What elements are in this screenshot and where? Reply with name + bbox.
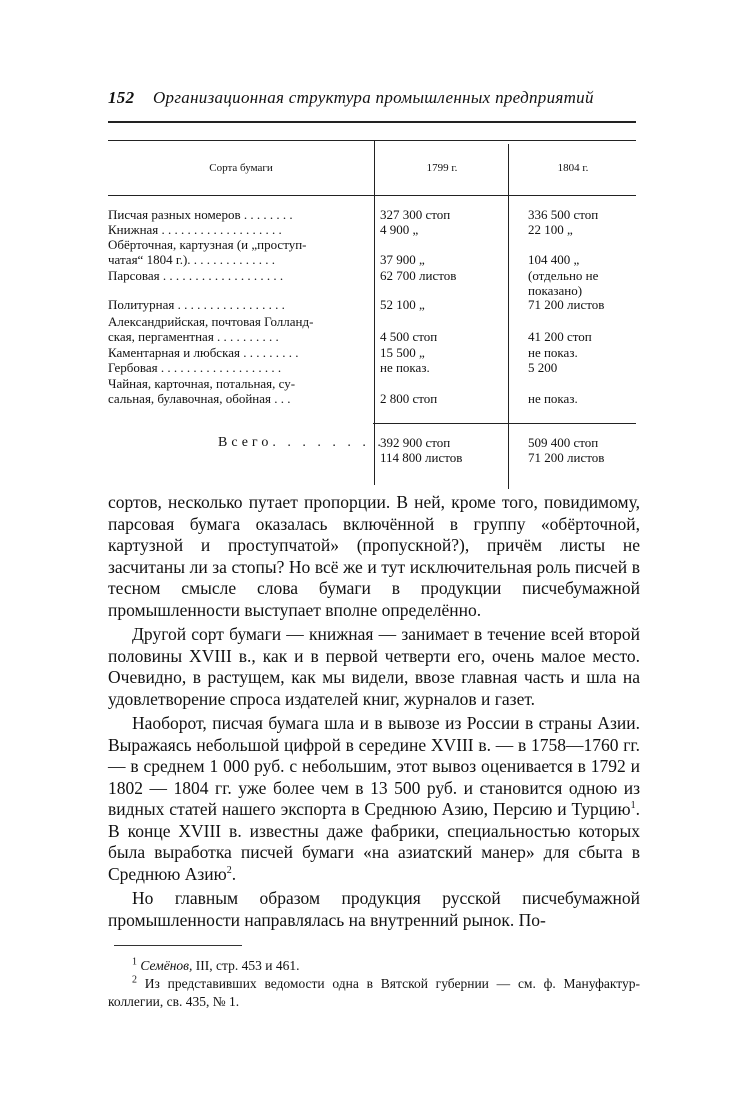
paper-grade-name <box>108 222 372 237</box>
footnotes <box>108 957 640 1011</box>
table-column-rule-1 <box>374 140 375 485</box>
footnote-text: III, стр. 453 и 461. <box>192 958 300 973</box>
footnote-mark: 2 <box>132 974 137 986</box>
value-1804 <box>528 314 592 344</box>
value-1799-line: не показ. <box>380 360 430 375</box>
value-1804 <box>528 222 573 237</box>
footnote-text: Из представивших ведомости одна в Вятской губернии — см. ф. Мануфактур-коллегии, св. 435, № 1. <box>108 976 640 1009</box>
value-1804 <box>528 360 557 375</box>
paper-grade-name <box>108 360 372 375</box>
value-1804-line: 336 500 стоп <box>528 207 599 222</box>
value-1799 <box>380 314 437 344</box>
value-1799 <box>380 360 430 375</box>
value-1804-line: 5 200 <box>528 360 558 375</box>
value-1799 <box>380 237 425 267</box>
paragraph <box>108 713 640 885</box>
footnote <box>108 975 640 1011</box>
value-1804-line <box>528 237 579 252</box>
value-1799-line: 4 900 „ <box>380 222 419 237</box>
value-1799-line: 4 500 стоп <box>380 329 438 344</box>
value-1804-line: не показ. <box>528 391 578 406</box>
paper-grade-line: Александрийская, почтовая Голланд- <box>108 314 314 329</box>
total-label: Всего. . . . . . . . <box>218 435 385 450</box>
value-1804 <box>528 345 578 360</box>
paper-grade-name <box>108 237 372 267</box>
running-header <box>108 88 636 108</box>
value-1799 <box>380 345 425 360</box>
paper-grade-line: Книжная . . . . . . . . . . . . . . . . . . . <box>108 222 282 237</box>
value-1799 <box>380 222 418 237</box>
value-1804-line: 104 400 „ <box>528 252 580 267</box>
value-1799 <box>380 207 450 222</box>
paper-grade-line: Обёрточная, картузная (и „проступ- <box>108 237 307 252</box>
paper-grade-name <box>108 297 372 312</box>
paper-grade-line: ская, пергаментная . . . . . . . . . . <box>108 329 279 344</box>
total-1799-line: 392 900 стоп <box>380 435 451 450</box>
paper-grade-line: сальная, булавочная, обойная . . . <box>108 391 291 406</box>
footnote-mark: 1 <box>132 956 137 968</box>
paper-grade-line: чатая“ 1804 г.). . . . . . . . . . . . . . <box>108 252 276 267</box>
value-1799-line: 327 300 стоп <box>380 207 451 222</box>
footnote-rule <box>114 945 242 946</box>
paragraph: Но главным образом продукция русской писчебумажной промышленности направлялась на внутренний рынок. По- <box>108 888 640 930</box>
value-1799-line: 52 100 „ <box>380 297 425 312</box>
value-1804-line: (отдельно не <box>528 268 599 283</box>
value-1799-line <box>380 314 437 329</box>
footnote-ref: 1 <box>630 800 636 812</box>
paper-grade-line: Каментарная и любская . . . . . . . . . <box>108 345 299 360</box>
paper-grade-line: Гербовая . . . . . . . . . . . . . . . . . . . <box>108 360 282 375</box>
value-1799 <box>380 376 437 406</box>
paper-grade-name <box>108 314 372 344</box>
value-1799 <box>380 268 456 283</box>
value-1804-line: не показ. <box>528 345 578 360</box>
paper-grades-table <box>108 140 636 488</box>
paper-grade-line: Политурная . . . . . . . . . . . . . . . . . <box>108 297 285 312</box>
value-1799 <box>380 297 425 312</box>
paragraph: сортов, несколько путает пропорции. В ней, кроме того, повидимому, парсовая бумага оказалась включённой в группу «обёрточной, картузной и проступчатой» (пропускной?), причём листы не засчитаны ли за стопы? Но всё же и тут исключительная роль писчей в тесном смысле слова бумаги в продукции писчебумажной промышленности выступает вполне определённо. <box>108 492 640 620</box>
value-1804 <box>528 237 579 267</box>
paper-grade-name <box>108 376 372 406</box>
paragraph-text: Наоборот, писчая бумага шла и в вывозе из России в страны Азии. Выражаясь небольшой цифрой в середине XVIII в. — в 1758—1760 гг. — в среднем 1 000 руб. с небольшим, этот вывоз оценивается в 1792 и 1802 — 1804 гг. уже более чем в 13 500 руб. и становится одною из видных статей нашего экспорта в Среднюю Азию, Персию и Турцию <box>108 713 640 819</box>
value-1799-line <box>380 376 437 391</box>
value-1804-line <box>528 376 578 391</box>
value-1804 <box>528 297 604 312</box>
total-1799-line: 114 800 листов <box>380 450 463 465</box>
paragraph-text: . <box>231 863 237 884</box>
running-title: Организационная структура промышленных предприятий <box>152 88 594 107</box>
value-1804-line <box>528 314 592 329</box>
paper-grade-name <box>108 268 372 283</box>
value-1804-line: 41 200 стоп <box>528 329 592 344</box>
paragraph: Другой сорт бумаги — книжная — занимает в течение всей второй половины XVIII в., как и в первой четверти его, очень малое место. Очевидно, в растущем, как мы видели, ввозе главная часть и шла на удовлетворение спроса издателей книг, журналов и газет. <box>108 624 640 709</box>
total-1804 <box>528 435 604 465</box>
footnote-author: Семёнов, <box>140 958 193 973</box>
footnote-ref: 2 <box>226 864 232 876</box>
column-header-1799: 1799 г. <box>426 162 458 174</box>
value-1804-line: 71 200 листов <box>528 297 605 312</box>
page-number: 152 <box>108 88 135 107</box>
value-1799-line: 62 700 листов <box>380 268 457 283</box>
value-1799-line <box>380 237 425 252</box>
total-1804-line: 71 200 листов <box>528 450 605 465</box>
header-rule <box>108 121 636 123</box>
table-total-rule <box>373 423 636 424</box>
value-1804 <box>528 207 598 222</box>
column-header-1804: 1804 г. <box>557 162 589 174</box>
paper-grade-line: Чайная, карточная, потальная, су- <box>108 376 296 391</box>
value-1799-line: 2 800 стоп <box>380 391 438 406</box>
paper-grade-line: Парсовая . . . . . . . . . . . . . . . . . . . <box>108 268 284 283</box>
body-text <box>108 492 640 931</box>
table-top-rule <box>108 140 636 141</box>
paragraph-text: . В конце XVIII в. известны даже фабрики, специальностью которых была выработка писчей бумаги «на азиатский манер» для сбыта в Среднюю Азию <box>108 799 640 884</box>
value-1799-line: 15 500 „ <box>380 345 425 360</box>
paper-grade-name <box>108 207 372 222</box>
table-header-rule <box>108 195 636 196</box>
column-header-grade: Сорта бумаги <box>209 162 273 174</box>
paper-grade-line: Писчая разных номеров . . . . . . . . <box>108 207 293 222</box>
value-1804 <box>528 376 578 406</box>
value-1804-line: показано) <box>528 283 583 298</box>
footnote <box>108 957 640 975</box>
table-column-rule-2 <box>508 144 509 489</box>
value-1804 <box>528 268 598 298</box>
paper-grade-name <box>108 345 372 360</box>
total-1799 <box>380 435 462 465</box>
total-1804-line: 509 400 стоп <box>528 435 599 450</box>
value-1799-line: 37 900 „ <box>380 252 425 267</box>
value-1804-line: 22 100 „ <box>528 222 573 237</box>
